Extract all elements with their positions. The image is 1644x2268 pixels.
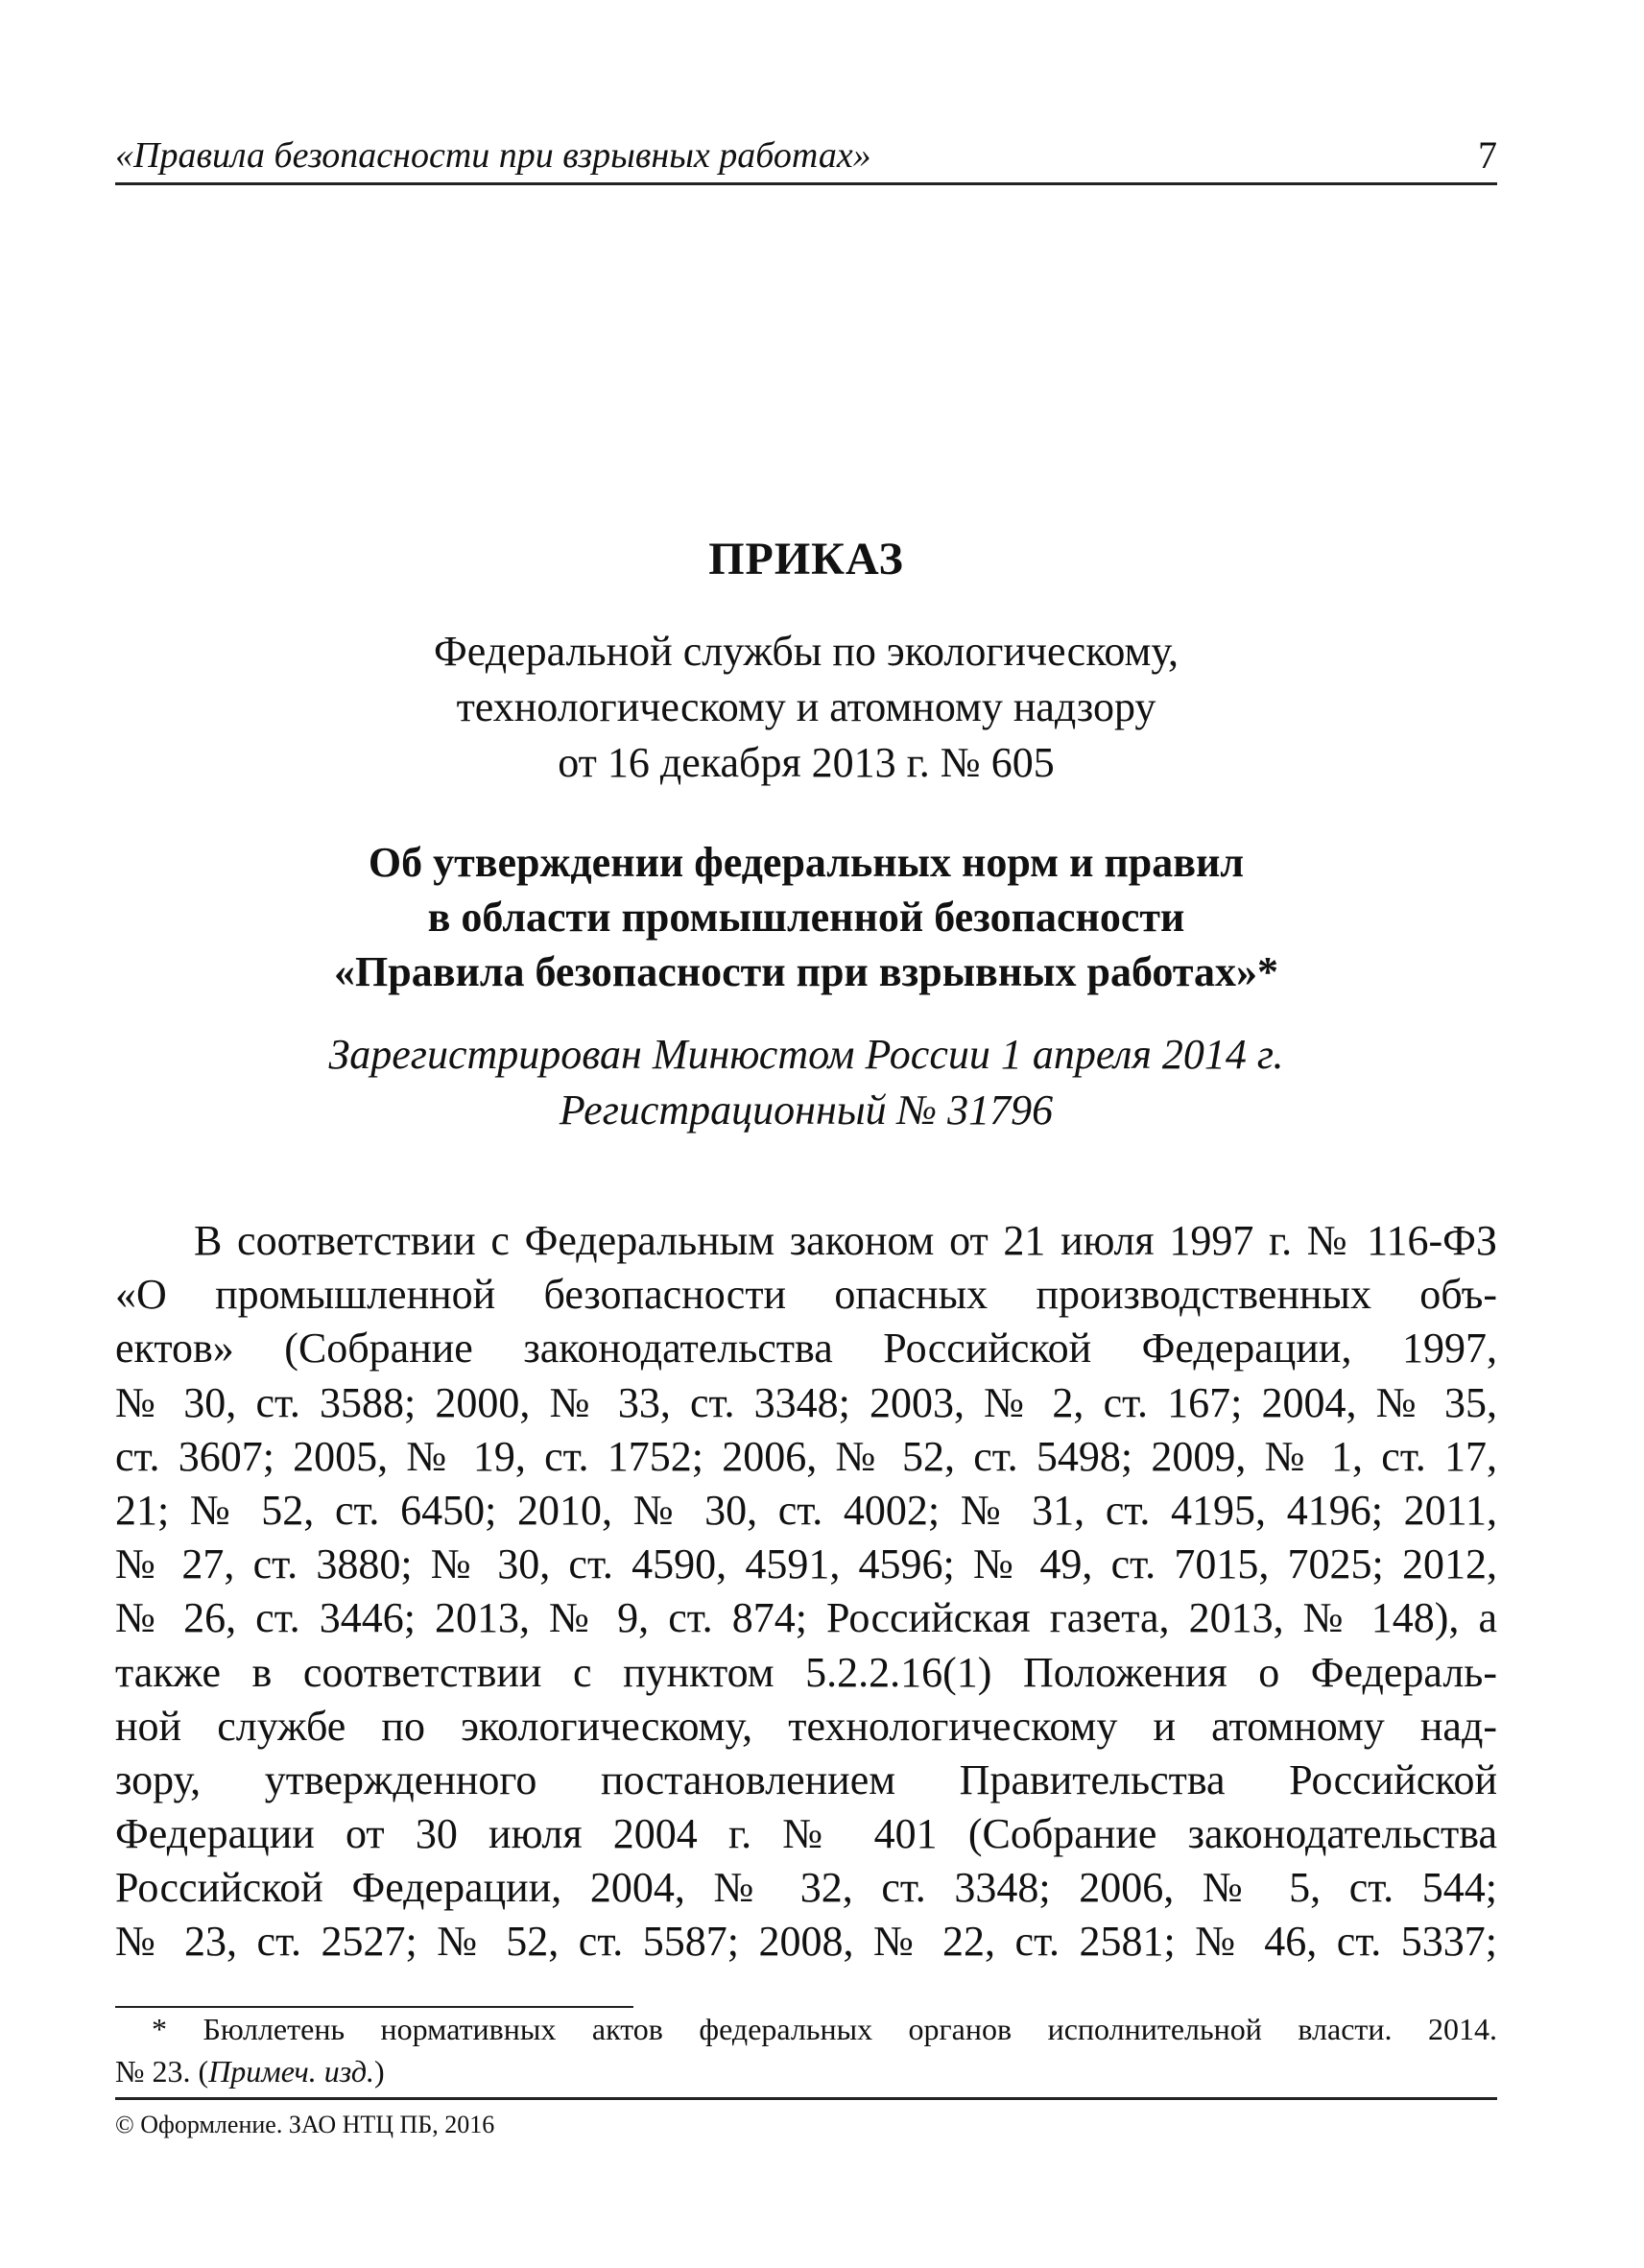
body-line: № 23, ст. 2527; № 52, ст. 5587; 2008, № 22, ст. 2581; № 46, ст. 5337; — [115, 1918, 1497, 1966]
footnote-text-suffix: ) — [374, 2054, 385, 2089]
running-header — [115, 134, 1497, 182]
running-title: «Правила безопасности при взрывных работах» — [115, 135, 871, 176]
registration-line: Зарегистрирован Минюстом России 1 апреля 2014 г. — [328, 1031, 1284, 1078]
body-line: В соответствии с Федеральным законом от 21 июля 1997 г. № 116-ФЗ — [194, 1217, 1497, 1264]
footnote-text-prefix: № 23. ( — [115, 2054, 209, 2089]
order-subject — [115, 835, 1497, 999]
body-line: № 26, ст. 3446; 2013, № 9, ст. 874; Российская газета, 2013, № 148), а — [115, 1594, 1497, 1642]
document-type-heading: ПРИКАЗ — [708, 534, 904, 585]
order-date-number: от 16 декабря 2013 г. № 605 — [558, 739, 1055, 786]
subject-line: в области промышленной безопасности — [427, 894, 1185, 941]
body-line: 21; № 52, ст. 6450; 2010, № 30, ст. 4002; № 31, ст. 4195, 4196; 2011, — [115, 1486, 1497, 1534]
issuer-block — [115, 624, 1497, 791]
body-line: «О промышленной безопасности опасных производственных объ- — [115, 1271, 1497, 1319]
body-line: ектов» (Собрание законодательства Российской Федерации, 1997, — [115, 1325, 1497, 1373]
footnote-line — [115, 2008, 1497, 2050]
footnote — [115, 2008, 1497, 2092]
subject-line: Об утверждении федеральных норм и правил — [368, 839, 1245, 886]
body-line: также в соответствии с пунктом 5.2.2.16(1) Положения о Федераль- — [115, 1648, 1497, 1696]
footer-rule — [115, 2097, 1497, 2100]
subject-line: «Правила безопасности при взрывных работах»* — [334, 948, 1278, 995]
body-line: № 30, ст. 3588; 2000, № 33, ст. 3348; 2003, № 2, ст. 167; 2004, № 35, — [115, 1378, 1497, 1426]
page-number: 7 — [1478, 133, 1497, 177]
issuer-line: Федеральной службы по экологическому, — [434, 628, 1179, 675]
registration-block — [115, 1027, 1497, 1138]
header-rule — [115, 182, 1497, 185]
body-line: ной службе по экологическому, технологическому и атомному над- — [115, 1702, 1497, 1750]
body-line: Федерации от 30 июля 2004 г. № 401 (Собрание законодательства — [115, 1810, 1497, 1858]
footnote-line — [115, 2050, 1497, 2092]
body-paragraph — [115, 1214, 1497, 1970]
issuer-line: технологическому и атомному надзору — [456, 683, 1156, 730]
body-line: зору, утвержденного постановлением Правительства Российской — [115, 1755, 1497, 1803]
registration-number: Регистрационный № 31796 — [559, 1086, 1054, 1134]
body-line: ст. 3607; 2005, № 19, ст. 1752; 2006, № 52, ст. 5498; 2009, № 1, ст. 17, — [115, 1432, 1497, 1480]
body-line: № 27, ст. 3880; № 30, ст. 4590, 4591, 4596; № 49, ст. 7015, 7025; 2012, — [115, 1540, 1497, 1588]
footnote-text: Бюллетень нормативных актов федеральных органов исполнительной власти. 2014. — [203, 2012, 1498, 2046]
body-line: Российской Федерации, 2004, № 32, ст. 3348; 2006, № 5, ст. 544; — [115, 1864, 1497, 1912]
copyright-notice: © Оформление. ЗАО НТЦ ПБ, 2016 — [115, 2111, 495, 2138]
editor-note-label: Примеч. изд. — [208, 2054, 375, 2089]
footnote-marker: * — [152, 2012, 167, 2046]
